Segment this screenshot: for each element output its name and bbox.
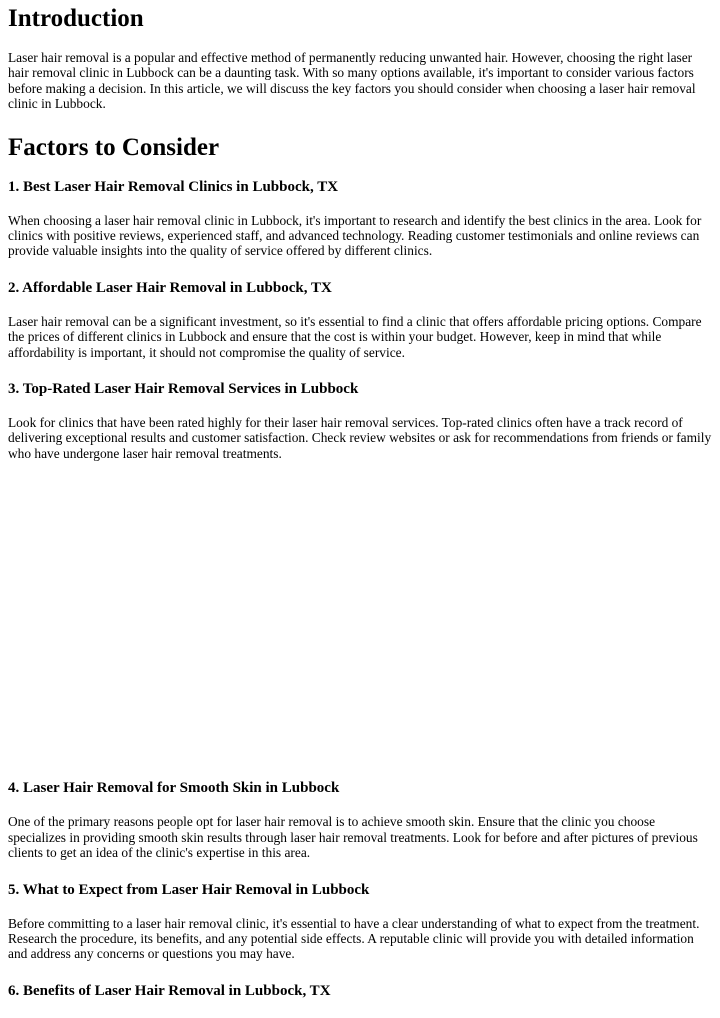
spacer bbox=[8, 162, 712, 178]
spacer bbox=[8, 196, 712, 213]
spacer bbox=[8, 360, 712, 380]
factor-heading-1: 1. Best Laser Hair Removal Clinics in Lubbock, TX bbox=[8, 178, 339, 195]
spacer bbox=[8, 899, 712, 916]
factor-heading-2: 2. Affordable Laser Hair Removal in Lubbock, TX bbox=[8, 279, 332, 296]
missing-image-placeholder bbox=[8, 461, 712, 779]
spacer bbox=[8, 297, 712, 314]
factor-paragraph-3: Look for clinics that have been rated highly for their laser hair removal services. Top-rated clinics often have a track record of delivering exceptional results and customer satisfaction. Check review websites or ask for recommendations from friends or family who have undergone laser hair removal treatments. bbox=[8, 415, 712, 461]
factor-item-6 bbox=[8, 982, 712, 1000]
introduction-section bbox=[8, 0, 712, 33]
factor-heading-6: 6. Benefits of Laser Hair Removal in Lubbock, TX bbox=[8, 982, 331, 999]
spacer bbox=[8, 797, 712, 814]
factor-paragraph-5: Before committing to a laser hair removal clinic, it's essential to have a clear understanding of what to expect from the treatment. Research the procedure, its benefits, and any potential side effects. A reputable clinic will provide you with detailed information and address any concerns or questions you may have. bbox=[8, 915, 700, 962]
spacer bbox=[8, 112, 712, 133]
spacer bbox=[8, 398, 712, 415]
spacer bbox=[8, 962, 712, 982]
factor-heading-5: 5. What to Expect from Laser Hair Removal in Lubbock bbox=[8, 881, 370, 898]
page-title: Introduction bbox=[8, 5, 144, 32]
factor-item-2 bbox=[8, 279, 712, 360]
factor-item-4 bbox=[8, 779, 712, 860]
factor-paragraph-4: One of the primary reasons people opt for laser hair removal is to achieve smooth skin. Ensure that the clinic you choose specializes in providing smooth skin results through laser hair removal treatments. Look for before and after pictures of previous clients to get an idea of the clinic's expertise in this area. bbox=[8, 814, 698, 861]
introduction-paragraph: Laser hair removal is a popular and effective method of permanently reducing unwanted hair. However, choosing the right laser hair removal clinic in Lubbock can be a daunting task. With so many options available, it's important to consider various factors before making a decision. In this article, we will discuss the key factors you should consider when choosing a laser hair removal clinic in Lubbock. bbox=[8, 50, 696, 112]
factor-item-5 bbox=[8, 881, 712, 962]
spacer bbox=[8, 33, 712, 50]
factor-paragraph-2: Laser hair removal can be a significant investment, so it's essential to find a clinic that offers affordable pricing options. Compare the prices of different clinics in Lubbock and ensure that the cost is within your budget. However, keep in mind that while affordability is important, it should not compromise the quality of service. bbox=[8, 313, 702, 360]
factor-item-1 bbox=[8, 178, 712, 259]
factors-section-title: Factors to Consider bbox=[8, 133, 220, 161]
spacer bbox=[8, 259, 712, 279]
factor-item-3 bbox=[8, 380, 712, 461]
spacer bbox=[8, 861, 712, 881]
factor-heading-3: 3. Top-Rated Laser Hair Removal Services in Lubbock bbox=[8, 381, 359, 398]
factor-paragraph-1: When choosing a laser hair removal clinic in Lubbock, it's important to research and identify the best clinics in the area. Look for clinics with positive reviews, experienced staff, and advanced technology. Reading customer testimonials and online reviews can provide valuable insights into the quality of service offered by different clinics. bbox=[8, 212, 702, 259]
factor-heading-4: 4. Laser Hair Removal for Smooth Skin in Lubbock bbox=[8, 780, 340, 797]
